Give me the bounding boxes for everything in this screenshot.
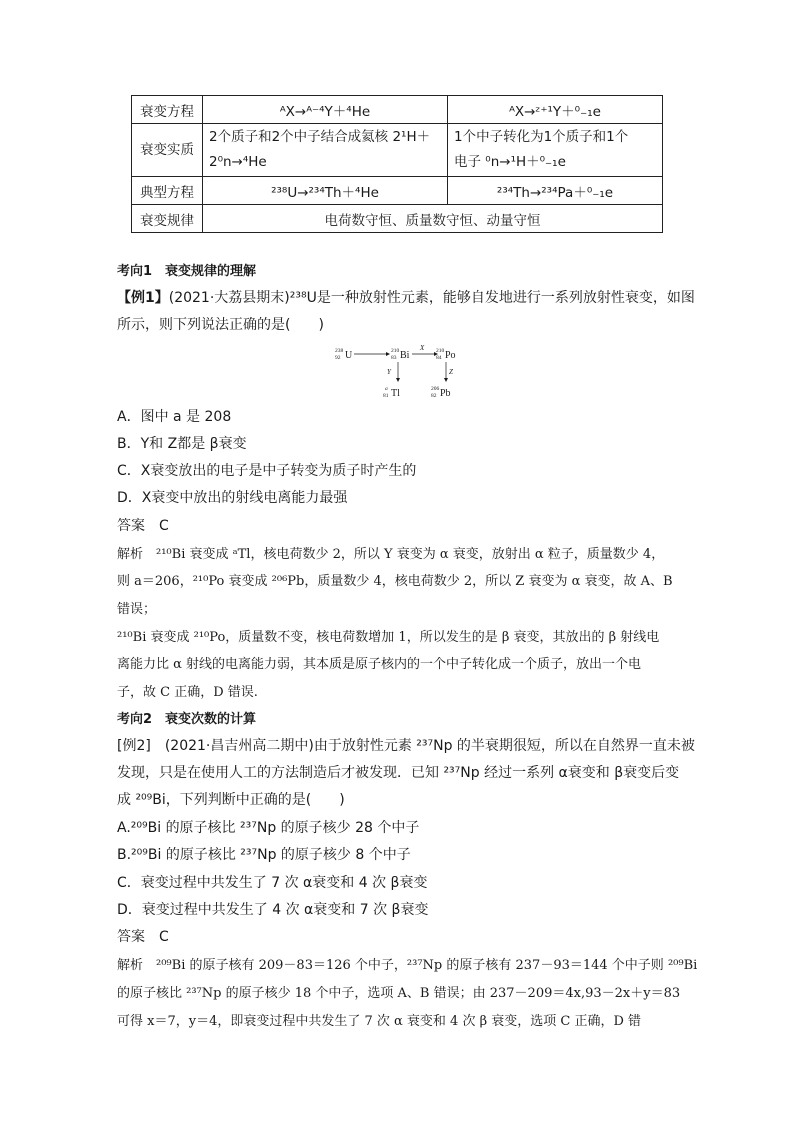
example1-analysis-line: 子，故 C 正确，D 错误. — [117, 685, 258, 700]
table-row — [132, 96, 663, 124]
example1-analysis-line: ²¹⁰Bi 衰变成 ²¹⁰Po，质量数不变，核电荷数增加 1，所以发生的是 β 衰变，其放出的 β 射线电 — [117, 630, 660, 645]
decay-chain-diagram — [332, 340, 462, 402]
beta-essence-line2: 电子 ⁰n→¹H＋⁰₋₁e — [454, 154, 566, 170]
tl-symbol: Tl — [391, 388, 400, 399]
arrowhead-icon — [444, 378, 448, 382]
po-charge: 84 — [436, 355, 442, 361]
example2-analysis-line: 解析 ²⁰⁹Bi 的原子核有 209－83＝126 个中子，²³⁷Np 的原子核有 237－93＝144 个中子则 ²⁰⁹Bi — [117, 958, 698, 973]
x-label: X — [420, 344, 425, 352]
alpha-essence — [203, 124, 448, 177]
example1-analysis-line: 则 a＝206，²¹⁰Po 衰变成 ²⁰⁶Pb，质量数少 4，核电荷数少 2，所以 Z 衰变为 α 衰变，故 A、B — [117, 574, 673, 589]
example1-analysis-line: 离能力比 α 射线的电离能力弱，其本质是原子核内的一个中子转化成一个质子，放出一个电 — [117, 657, 642, 672]
row-label: 衰变规律 — [132, 205, 203, 233]
alpha-typical: ²³⁸U→²³⁴Th＋⁴He — [203, 177, 448, 205]
arrowhead-icon — [396, 378, 400, 382]
row-label: 典型方程 — [132, 177, 203, 205]
example2-answer: 答案 C — [117, 929, 169, 945]
example2-question-line2: 发现，只是在使用人工的方法制造后才被发现．已知 ²³⁷Np 经过一系列 α衰变和 β衰变后变 — [117, 765, 680, 781]
pb-symbol: Pb — [440, 388, 451, 399]
conservation-laws: 电荷数守恒、质量数守恒、动量守恒 — [203, 205, 663, 233]
example1-question-line2: 所示，则下列说法正确的是( ) — [117, 317, 324, 333]
example2-option-a: A.²⁰⁹Bi 的原子核比 ²³⁷Np 的原子核少 28 个中子 — [117, 820, 420, 836]
tl-charge: 81 — [383, 393, 389, 399]
row-label: 衰变实质 — [132, 124, 203, 177]
arrowhead-icon — [386, 352, 390, 356]
example2-analysis-line: 的原子核比 ²³⁷Np 的原子核少 18 个中子，选项 A、B 错误；由 237－209＝4x,93－2x＋y＝83 — [117, 986, 681, 1001]
example1-option-a: A．图中 a 是 208 — [117, 409, 232, 425]
bi-mass: 210 — [391, 348, 400, 354]
example1-answer: 答案 C — [117, 518, 169, 534]
example1-tag: 【例1】 — [117, 290, 169, 306]
pb-mass: 206 — [431, 386, 440, 392]
u-symbol: U — [345, 350, 353, 361]
example2-question-line1: [例2] (2021·昌吉州高二期中)由于放射性元素 ²³⁷Np 的半衰期很短，所以在自然界一直未被 — [117, 738, 695, 754]
bi-symbol: Bi — [400, 350, 410, 361]
table-row — [132, 205, 663, 233]
beta-equation: ᴬX→ᶻ⁺¹Y＋⁰₋₁e — [448, 96, 663, 124]
alpha-equation: ᴬX→ᴬ⁻⁴Y＋⁴He — [203, 96, 448, 124]
example1-option-d: D．X衰变中放出的射线电离能力最强 — [117, 490, 348, 506]
beta-essence-line1: 1个中子转化为1个质子和1个 — [454, 129, 629, 145]
example2-analysis-line: 可得 x＝7，y＝4，即衰变过程中共发生了 7 次 α 衰变和 4 次 β 衰变，选项 C 正确，D 错 — [117, 1014, 642, 1029]
z-label: Z — [449, 368, 453, 376]
alpha-essence-line1: 2个质子和2个中子结合成氦核 2¹H＋ — [209, 129, 431, 145]
section1-title: 考向1 衰变规律的理解 — [117, 264, 257, 279]
section2-title: 考向2 衰变次数的计算 — [117, 712, 257, 727]
pb-charge: 82 — [431, 393, 437, 399]
example1-option-b: B．Y和 Z都是 β衰变 — [117, 436, 247, 452]
decay-table — [131, 95, 663, 233]
bi-charge: 83 — [391, 355, 397, 361]
po-symbol: Po — [445, 350, 456, 361]
y-label: Y — [387, 368, 391, 376]
table-row — [132, 177, 663, 205]
u-mass: 238 — [335, 348, 344, 354]
example1-text: (2021·大荔县期末)²³⁸U是一种放射性元素，能够自发地进行一系列放射性衰变，如图 — [168, 290, 695, 306]
example1-analysis-line: 解析 ²¹⁰Bi 衰变成 ᵃTl，核电荷数少 2，所以 Y 衰变为 α 衰变，放射出 α 粒子，质量数少 4， — [117, 547, 665, 562]
beta-typical: ²³⁴Th→²³⁴Pa＋⁰₋₁e — [448, 177, 663, 205]
example2-option-c: C．衰变过程中共发生了 7 次 α衰变和 4 次 β衰变 — [117, 875, 428, 891]
beta-essence — [448, 124, 663, 177]
example2-question-line3: 成 ²⁰⁹Bi，下列判断中正确的是( ) — [117, 792, 345, 808]
alpha-essence-line2: 2⁰n→⁴He — [209, 154, 267, 170]
example1-option-c: C．X衰变放出的电子是中子转变为质子时产生的 — [117, 463, 417, 479]
row-label: 衰变方程 — [132, 96, 203, 124]
example2-option-d: D．衰变过程中共发生了 4 次 α衰变和 7 次 β衰变 — [117, 902, 429, 918]
u-charge: 92 — [335, 355, 341, 361]
example1-question-line1 — [117, 287, 695, 307]
po-mass: 210 — [436, 348, 445, 354]
example1-analysis-line: 错误； — [117, 602, 157, 617]
tl-mass: a — [385, 386, 388, 392]
example2-option-b: B.²⁰⁹Bi 的原子核比 ²³⁷Np 的原子核少 8 个中子 — [117, 847, 411, 863]
table-row — [132, 124, 663, 177]
